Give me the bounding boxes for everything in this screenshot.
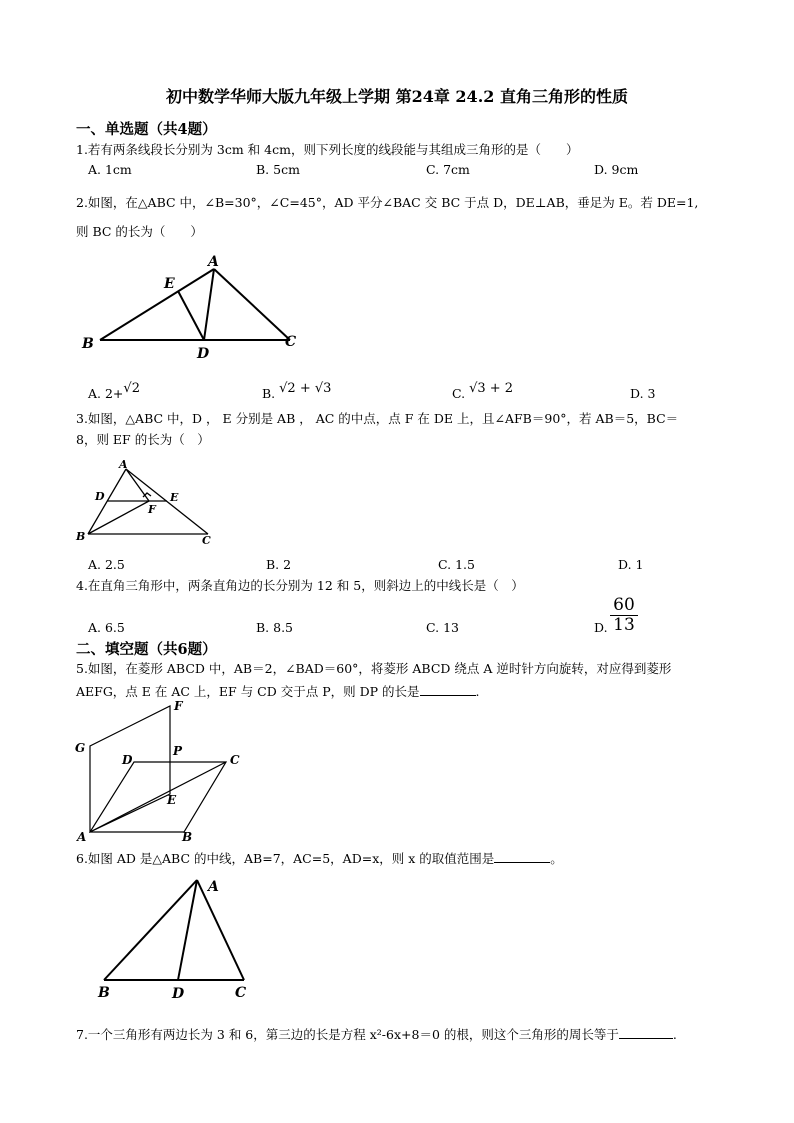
q3-triangle-figure xyxy=(74,456,220,550)
q6-label-d: D xyxy=(172,986,185,1002)
q6-segment-ac xyxy=(197,880,244,980)
question-3-line-2: 8，则 EF 的长为（ ） xyxy=(76,432,210,447)
q5-label-f: F xyxy=(174,699,183,713)
q2-label-a: A xyxy=(208,254,219,270)
question-3-line-1: 3.如图，△ABC 中，D ， E 分别是 AB ， AC 的中点，点 F 在 DE 上，且∠AFB＝90°，若 AB＝5，BC＝ xyxy=(76,411,679,426)
q1-option-d: D. 9cm xyxy=(594,162,639,177)
question-7-text: 7.一个三角形有两边长为 3 和 6，第三边的长是方程 x²-6x+8＝0 的根，则这个三角形的周长等于 . xyxy=(76,1027,677,1042)
q2-segment-ac xyxy=(214,269,290,340)
q4-option-a: A. 6.5 xyxy=(88,620,125,635)
q2-option-c: C. √3 + 2 xyxy=(452,381,514,401)
q2-label-c: C xyxy=(285,334,297,350)
q5-rhombus-figure xyxy=(72,696,252,846)
q4-fraction-denominator: 13 xyxy=(613,615,635,635)
q4-option-d-prefix: D. xyxy=(594,620,608,635)
q5-label-e: E xyxy=(167,793,177,807)
q5-answer-blank[interactable] xyxy=(420,683,476,696)
q2-triangle-figure xyxy=(78,252,308,364)
section-heading-single-choice: 一、单选题（共4题） xyxy=(76,121,217,138)
q6-label-a: A xyxy=(208,879,219,895)
page-title: 初中数学华师大版九年级上学期 第24章 24.2 直角三角形的性质 xyxy=(166,87,628,106)
q3-label-d: D xyxy=(95,490,105,503)
question-5-line-2: AEFG，点 E 在 AC 上，EF 与 CD 交于点 P，则 DP 的长是 . xyxy=(76,684,480,699)
q7-answer-blank[interactable] xyxy=(619,1026,673,1039)
q5-label-b: B xyxy=(182,830,193,844)
q6-label-b: B xyxy=(98,985,110,1001)
q3-label-a: A xyxy=(119,458,128,471)
question-4-text: 4.在直角三角形中，两条直角边的长分别为 12 和 5，则斜边上的中线长是（ ） xyxy=(76,578,524,593)
q6-triangle-figure xyxy=(94,872,256,1002)
q4-option-c: C. 13 xyxy=(426,620,459,635)
q6-answer-blank[interactable] xyxy=(494,850,550,863)
q5-label-p: P xyxy=(173,744,183,758)
q2-option-b: B. √2 + √3 xyxy=(262,381,332,401)
section-heading-fill-blank: 二、填空题（共6题） xyxy=(76,641,217,658)
q1-option-a: A. 1cm xyxy=(88,162,132,177)
q2-label-e: E xyxy=(164,276,175,292)
q2-option-d: D. 3 xyxy=(630,386,656,401)
question-5-line-1: 5.如图，在菱形 ABCD 中，AB＝2，∠BAD＝60°，将菱形 ABCD 绕点 A 逆时针方向旋转，对应得到菱形 xyxy=(76,661,672,676)
q2-option-a: A. 2+√2 xyxy=(88,381,140,401)
q2-segment-ba xyxy=(100,269,214,340)
question-1-text: 1.若有两条线段长分别为 3cm 和 4cm，则下列长度的线段能与其组成三角形的是（ ） xyxy=(76,142,579,157)
question-2-line-1: 2.如图，在△ABC 中，∠B=30°，∠C=45°，AD 平分∠BAC 交 BC 于点 D，DE⊥AB，垂足为 E。若 DE=1, xyxy=(76,195,699,210)
q2-segment-ed xyxy=(178,291,204,340)
q3-option-a: A. 2.5 xyxy=(88,557,125,572)
q3-option-c: C. 1.5 xyxy=(438,557,475,572)
q2-label-b: B xyxy=(82,336,94,352)
q3-label-e: E xyxy=(170,491,179,504)
q4-option-b: B. 8.5 xyxy=(256,620,294,635)
q3-option-d: D. 1 xyxy=(618,557,644,572)
q5-label-d: D xyxy=(122,753,133,767)
q3-label-c: C xyxy=(202,534,211,547)
q6-segment-ab xyxy=(104,880,197,980)
q4-fraction-numerator: 60 xyxy=(610,596,638,616)
q5-label-g: G xyxy=(75,741,86,755)
q6-label-c: C xyxy=(235,985,247,1001)
question-2-line-2: 则 BC 的长为（ ） xyxy=(76,224,203,239)
q5-label-c: C xyxy=(230,753,240,767)
q3-option-b: B. 2 xyxy=(266,557,292,572)
q2-segment-ad xyxy=(204,269,214,340)
q1-option-b: B. 5cm xyxy=(256,162,300,177)
q4-option-d-fraction xyxy=(610,596,638,635)
q2-label-d: D xyxy=(197,346,210,362)
q3-label-f: F xyxy=(148,503,156,516)
q5-label-a: A xyxy=(77,830,87,844)
question-6-text: 6.如图 AD 是△ABC 的中线，AB=7，AC=5，AD=x，则 x 的取值范围是 。 xyxy=(76,851,563,866)
q3-label-b: B xyxy=(76,530,86,543)
q6-segment-ad xyxy=(178,880,197,980)
q1-option-c: C. 7cm xyxy=(426,162,470,177)
